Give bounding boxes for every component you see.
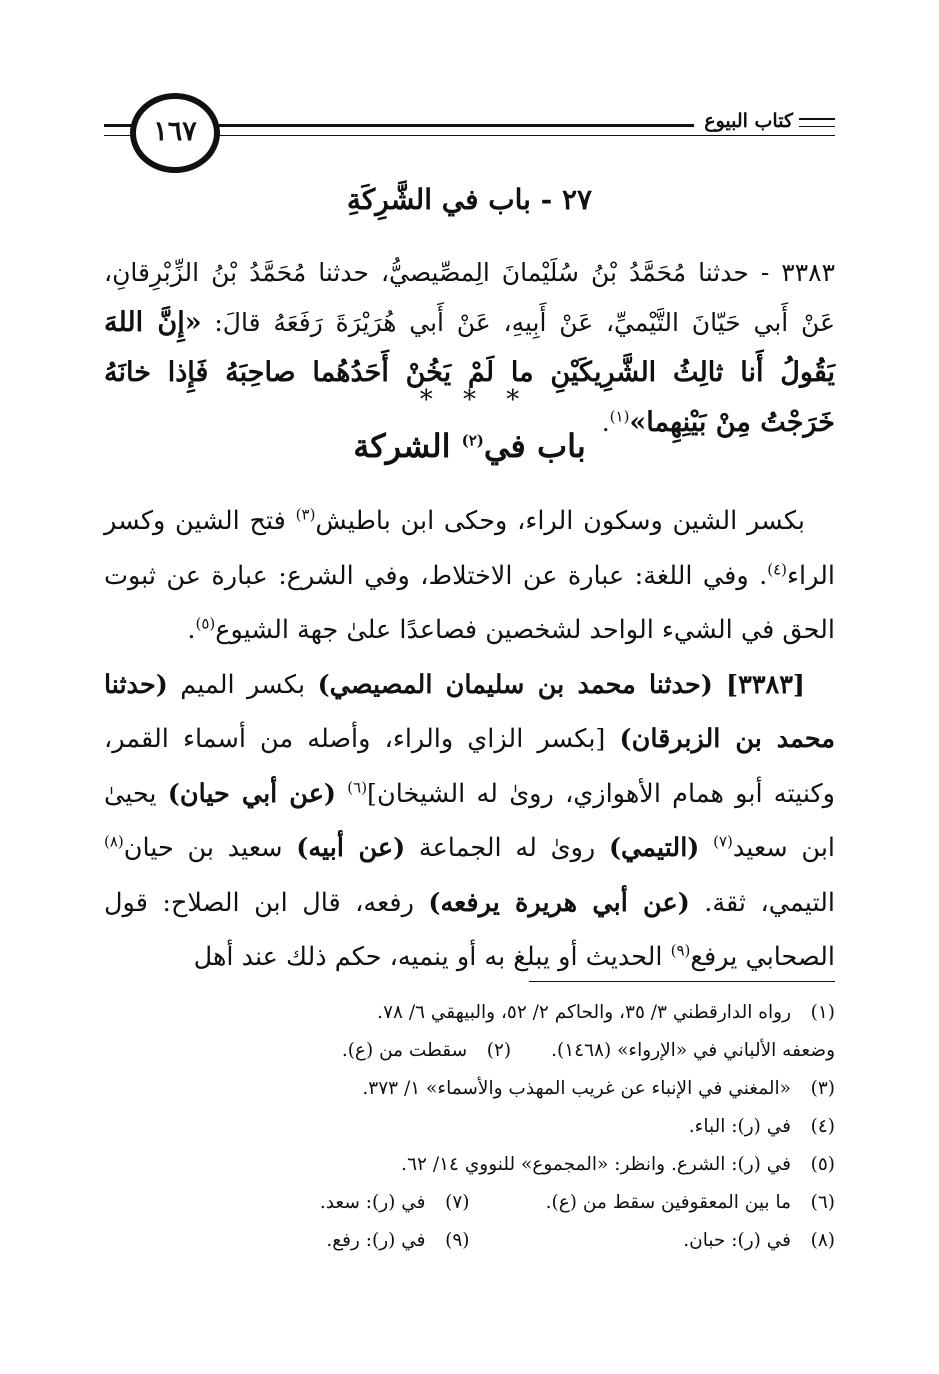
footnote-text: وضعفه الألباني في «الإرواء» (١٤٦٨). bbox=[551, 1040, 835, 1061]
footnote-number: (٥) bbox=[810, 1154, 835, 1175]
footnote-ref: (٦) bbox=[347, 778, 368, 796]
footnote bbox=[104, 1032, 835, 1070]
footnote-text: في (ر): سعد. bbox=[319, 1192, 426, 1213]
footnote-text: في (ر): رفع. bbox=[326, 1230, 426, 1251]
page-number: ١٦٧ bbox=[130, 93, 220, 173]
hadith-end: . bbox=[601, 408, 610, 437]
hadith-number: [٣٣٨٣] bbox=[712, 669, 805, 700]
footnotes bbox=[104, 994, 835, 1260]
header-ornament bbox=[799, 118, 835, 127]
footnote-pair bbox=[104, 1222, 835, 1260]
footnote-number: (٢) bbox=[486, 1040, 512, 1061]
quoted-matn: (حدثنا محمد بن الزبرقان) bbox=[104, 669, 836, 754]
running-header bbox=[694, 110, 835, 132]
footnote bbox=[470, 1222, 836, 1260]
text-run: رفعه، قال ابن الصلاح: قول الصحابي يرفع bbox=[104, 887, 835, 972]
quoted-matn: (عن أبي حيان) bbox=[167, 778, 336, 809]
footnote-ref: (٢) bbox=[461, 431, 484, 450]
footnote-number: (١) bbox=[810, 1002, 835, 1023]
text-run bbox=[336, 779, 347, 809]
footnote-text: ما بين المعقوفين سقط من (ع). bbox=[545, 1192, 791, 1213]
commentary-paragraph bbox=[104, 658, 835, 985]
text-run: سعيد بن حيان bbox=[123, 833, 297, 863]
text-run: التيمي، ثقة. bbox=[689, 887, 835, 918]
footnote-ref: (١) bbox=[609, 407, 630, 426]
footnote-text: في (ر): الباء. bbox=[688, 1116, 791, 1137]
commentary-heading bbox=[104, 427, 835, 465]
hadith-chain: ٣٣٨٣ - حدثنا مُحَمَّدُ بْنُ سُلَيْمانَ الِمصِّيصيُّ، حدثنا مُحَمَّدُ بْنُ الزِّبْرِقانِ، عَنْ أَبي حَيّانَ التَّيْميِّ، عَنْ أَبِيهِ، عَنْ أَبي هُرَيْرَةَ رَفَعَهُ قالَ: bbox=[104, 258, 835, 337]
quoted-matn: (عن أبيه) bbox=[296, 833, 406, 863]
hadith-quote: «إِنَّ اللهَ يَقُولُ أَنا ثالِثُ الشَّرِيكَيْنِ ما لَمْ يَخُنْ أَحَدُهُما صاحِبَهُ فَإِذا خانَهُ خَرَجْتُ مِنْ بَيْنِهِما» bbox=[104, 307, 835, 438]
commentary-paragraph bbox=[104, 494, 835, 658]
text-run: رویٰ له الجماعة bbox=[405, 833, 609, 863]
section-separator: * * * bbox=[419, 385, 520, 415]
footnote-number: (٨) bbox=[810, 1230, 835, 1251]
footnote bbox=[470, 1184, 836, 1222]
header-title: كتاب البيوع bbox=[704, 110, 793, 132]
footnote-text: رواه الدارقطني ٣/ ٣٥، والحاكم ٢/ ٥٢، والبيهقي ٦/ ٧٨. bbox=[377, 1002, 791, 1023]
footnote-text: سقطت من (ع). bbox=[341, 1040, 468, 1061]
text-run: بكسر الشين وسكون الراء، وحكى ابن باطيش bbox=[315, 506, 805, 536]
commentary-heading-a: باب في bbox=[483, 427, 586, 465]
commentary-body bbox=[104, 494, 835, 985]
footnote bbox=[104, 1070, 835, 1108]
footnote-text: في (ر): الشرع. وانظر: «المجموع» للنووي ١٤/ ٦٢. bbox=[401, 1154, 791, 1175]
text-run: بكسر الميم bbox=[167, 669, 318, 700]
footnote bbox=[104, 1184, 470, 1222]
quoted-matn: (التيمي) bbox=[608, 833, 700, 863]
footnote-ref: (٣) bbox=[295, 505, 316, 524]
commentary-heading-b: الشركة bbox=[353, 427, 462, 465]
footnote-number: (٤) bbox=[810, 1116, 835, 1137]
footnote-text: «المغني في الإنباء عن غريب المهذب والأسماء» ١/ ٣٧٣. bbox=[362, 1078, 791, 1099]
footnote-divider bbox=[529, 981, 835, 982]
text-run: . bbox=[187, 615, 196, 645]
footnote-number: (٣) bbox=[810, 1078, 835, 1099]
footnote-ref: (٤) bbox=[767, 560, 787, 578]
footnote-ref: (٨) bbox=[104, 832, 124, 851]
text-run: [بكسر الزاي والراء، وأصله من أسماء القمر، وكنيته أبو همام الأهوازي، رویٰ له الشيخان] bbox=[104, 724, 835, 809]
footnote-pair bbox=[104, 1184, 835, 1222]
footnote bbox=[104, 1108, 835, 1146]
footnote bbox=[104, 1146, 835, 1184]
quoted-matn: (حدثنا محمد بن سليمان المصيصي) bbox=[317, 669, 713, 700]
hadith-text bbox=[104, 248, 835, 448]
text-run: يحيىٰ ابن سعيد bbox=[104, 778, 836, 863]
text-run bbox=[699, 833, 713, 863]
footnote-ref: (٥) bbox=[195, 614, 216, 633]
footnote bbox=[104, 994, 835, 1032]
text-run: الحديث أو يبلغ به أو ينميه، حكم ذلك عند أهل bbox=[193, 942, 671, 972]
footnote-ref: (٩) bbox=[670, 941, 691, 960]
text-run: . وفي اللغة: عبارة عن الاختلاط، وفي الشرع: عبارة عن ثبوت الحق في الشيء الواحد لشخصين فصاعدًا علىٰ جهة الشيوع bbox=[104, 560, 835, 645]
hadith-chapter-heading: ٢٧ - باب في الشَّرِكَةِ bbox=[346, 183, 593, 216]
footnote-number: (٦) bbox=[810, 1192, 835, 1213]
quoted-matn: (عن أبي هريرة يرفعه) bbox=[428, 887, 690, 918]
footnote-number: (٧) bbox=[445, 1192, 470, 1213]
text-run: فتح الشين وكسر الراء bbox=[104, 506, 835, 591]
footnote-number: (٩) bbox=[445, 1230, 470, 1251]
spacer bbox=[511, 1032, 551, 1070]
footnote-text: في (ر): حبان. bbox=[683, 1230, 791, 1251]
footnote bbox=[104, 1222, 470, 1260]
footnote-ref: (٧) bbox=[713, 832, 733, 851]
